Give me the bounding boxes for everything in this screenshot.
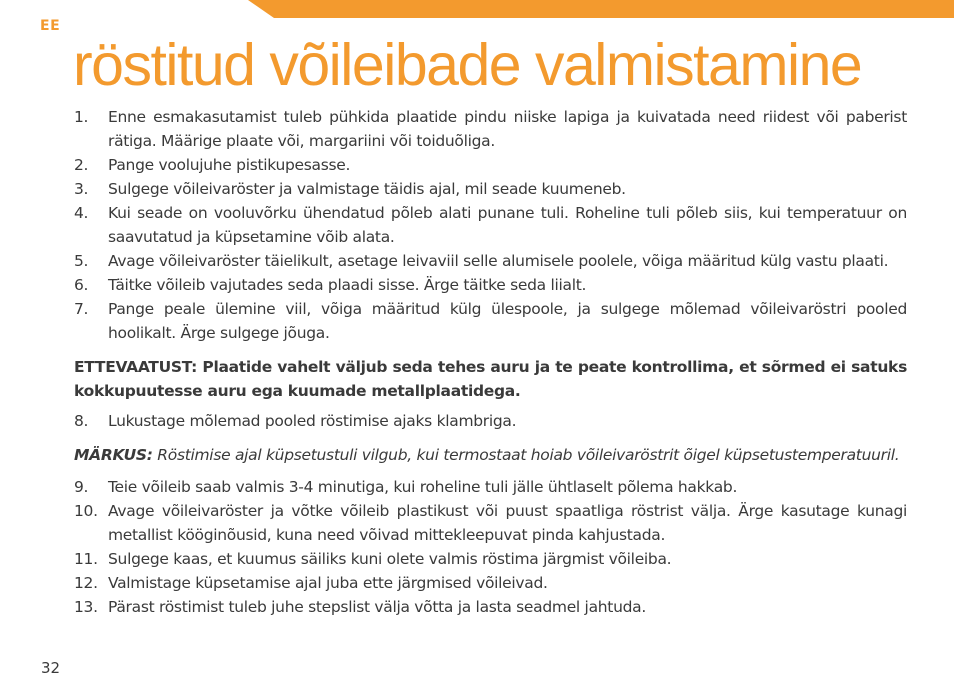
- step-3: [74, 177, 907, 201]
- language-code: EE: [40, 18, 61, 34]
- step-text: Avage võileivaröster täielikult, asetage leivaviil selle alumisele poolele, võiga määritud külg vastu plaati.: [108, 252, 889, 270]
- step-2: [74, 153, 907, 177]
- warning-text: ETTEVAATUST: Plaatide vahelt väljub seda tehes auru ja te peate kontrollima, et sõrmed ei satuks kokkupuutesse auru ega kuumade metallplaatidega.: [74, 358, 907, 400]
- step-number: 13.: [74, 598, 98, 616]
- step-number: 12.: [74, 574, 98, 592]
- step-number: 8.: [74, 412, 89, 430]
- step-9: [74, 475, 907, 499]
- steps-list-b: [74, 409, 907, 433]
- step-text: Pange peale ülemine viil, võiga määritud külg ülespoole, ja sulgege mõlemad võileivaröstri pooled hoolikalt. Ärge sulgege jõuga.: [108, 300, 907, 342]
- step-text: Lukustage mõlemad pooled röstimise ajaks klambriga.: [108, 412, 517, 430]
- step-number: 6.: [74, 276, 89, 294]
- page-title: röstitud võileibade valmistamine: [73, 32, 862, 98]
- step-text: Valmistage küpsetamise ajal juba ette järgmised võileivad.: [108, 574, 548, 592]
- step-text: Sulgege kaas, et kuumus säiliks kuni olete valmis röstima järgmist võileiba.: [108, 550, 672, 568]
- step-text: Täitke võileib vajutades seda plaadi sisse. Ärge täitke seda liialt.: [108, 276, 587, 294]
- note-paragraph: [74, 443, 907, 467]
- note-text: Röstimise ajal küpsetustuli vilgub, kui termostaat hoiab võileivaröstrit õigel küpsetustemperatuuril.: [152, 446, 900, 464]
- step-10: [74, 499, 907, 547]
- page-number: 32: [41, 659, 61, 677]
- step-number: 3.: [74, 180, 89, 198]
- step-7: [74, 297, 907, 345]
- step-number: 9.: [74, 478, 89, 496]
- step-number: 11.: [74, 550, 98, 568]
- note-label: MÄRKUS:: [74, 446, 153, 464]
- step-text: Teie võileib saab valmis 3-4 minutiga, kui roheline tuli jälle ühtlaselt põlema hakkab.: [108, 478, 738, 496]
- step-number: 1.: [74, 108, 89, 126]
- step-5: [74, 249, 907, 273]
- step-number: 2.: [74, 156, 89, 174]
- steps-list-a: [74, 105, 907, 345]
- steps-list-c: [74, 475, 907, 619]
- step-8: [74, 409, 907, 433]
- step-text: Enne esmakasutamist tuleb pühkida plaatide pindu niiske lapiga ja kuivatada need riidest või paberist rätiga. Määrige plaate või, margariini või toiduõliga.: [108, 108, 907, 150]
- step-1: [74, 105, 907, 153]
- step-text: Avage võileivaröster ja võtke võileib plastikust või puust spaatliga röstrist välja. Ärge kasutage kunagi metallist kööginõusid, kuna need võivad mittekleepuvat pinda kahjustada.: [108, 502, 907, 544]
- step-text: Pange voolujuhe pistikupesasse.: [108, 156, 351, 174]
- step-number: 10.: [74, 502, 98, 520]
- step-12: [74, 571, 907, 595]
- step-text: Pärast röstimist tuleb juhe stepslist välja võtta ja lasta seadmel jahtuda.: [108, 598, 646, 616]
- step-number: 5.: [74, 252, 89, 270]
- step-6: [74, 273, 907, 297]
- step-number: 7.: [74, 300, 89, 318]
- step-13: [74, 595, 907, 619]
- step-11: [74, 547, 907, 571]
- header-accent-bar: [248, 0, 954, 18]
- step-number: 4.: [74, 204, 89, 222]
- step-text: Kui seade on vooluvõrku ühendatud põleb alati punane tuli. Roheline tuli põleb siis, kui temperatuur on saavutatud ja küpsetamine võib alata.: [108, 204, 907, 246]
- step-text: Sulgege võileivaröster ja valmistage täidis ajal, mil seade kuumeneb.: [108, 180, 626, 198]
- step-4: [74, 201, 907, 249]
- instructions-body: [74, 105, 907, 619]
